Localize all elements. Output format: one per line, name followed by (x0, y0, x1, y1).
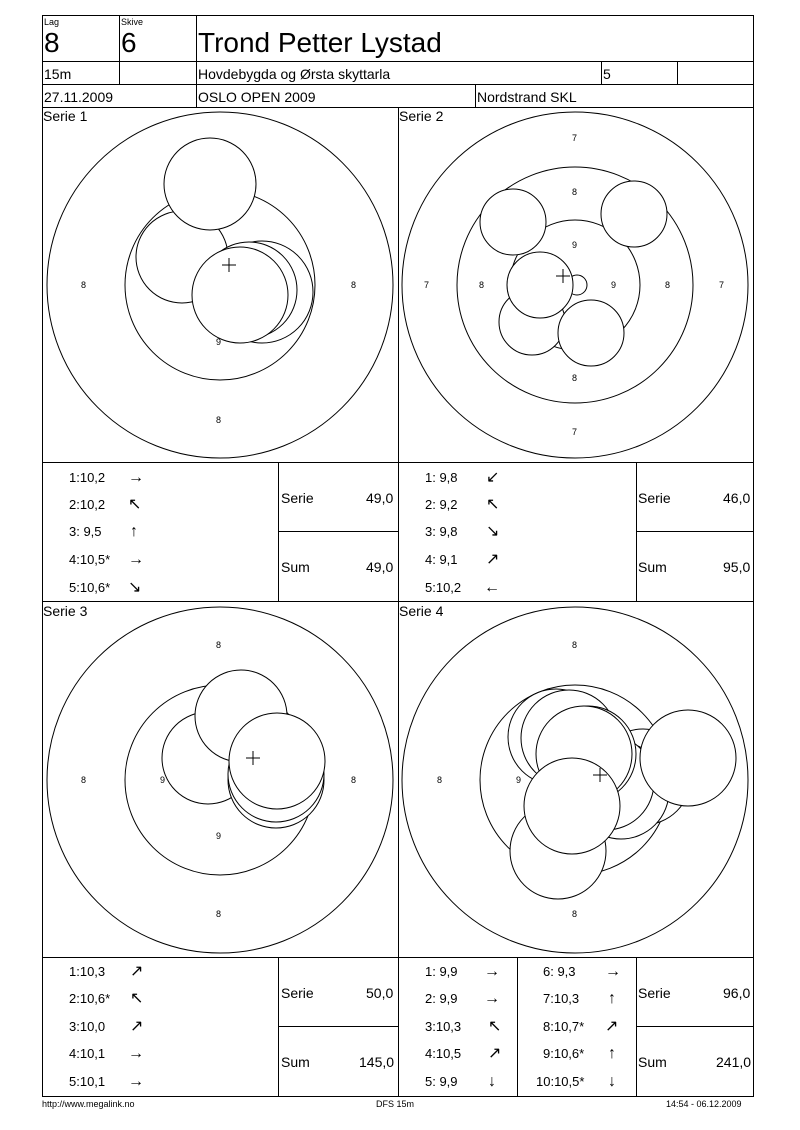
shot-score: 1:10,2 (69, 470, 106, 485)
shot-score: 4:10,5* (69, 552, 111, 567)
shot-score: 2: 9,9 (425, 991, 458, 1006)
ring-label: 8 (437, 775, 443, 785)
serie-total: 50,0 (366, 985, 394, 1001)
ring-label: 9 (216, 831, 222, 841)
sum-total: 241,0 (716, 1054, 752, 1070)
shot-score: 1:10,3 (69, 964, 106, 979)
ring-label: 9 (160, 775, 166, 785)
class-value: 5 (603, 66, 611, 82)
direction-arrow-icon: → (128, 469, 144, 486)
serie-total: 96,0 (723, 985, 751, 1001)
sum-label: Sum (281, 559, 310, 575)
shooter-name: Trond Petter Lystad (198, 27, 442, 58)
ring-label: 8 (572, 640, 578, 650)
target-serie-2 (402, 112, 748, 458)
shot-score: 1: 9,8 (425, 470, 458, 485)
shot-score: 10:10,5* (536, 1074, 585, 1089)
shot-score: 2:10,2 (69, 497, 106, 512)
footer-system: DFS 15m (376, 1099, 415, 1109)
serie-3-title: Serie 3 (43, 603, 88, 619)
direction-arrow-icon: ← (484, 579, 500, 596)
ring-label: 7 (719, 280, 725, 290)
sum-total: 49,0 (366, 559, 394, 575)
ring-label: 9 (216, 337, 222, 347)
shot-score: 8:10,7* (543, 1019, 585, 1034)
sum-label: Sum (638, 559, 667, 575)
lag-value: 8 (44, 27, 60, 58)
shot-score: 5:10,1 (69, 1074, 106, 1089)
direction-arrow-icon: ↖ (486, 496, 500, 513)
ring-label: 8 (351, 280, 357, 290)
direction-arrow-icon: ↘ (128, 579, 142, 596)
shot-score: 2: 9,2 (425, 497, 458, 512)
shot-score: 3: 9,5 (69, 524, 102, 539)
direction-arrow-icon: ↓ (488, 1073, 496, 1090)
shot-holes-serie-1 (136, 138, 313, 343)
ring-label: 8 (572, 373, 578, 383)
direction-arrow-icon: ↗ (130, 963, 144, 980)
ring-label: 7 (424, 280, 430, 290)
skive-value: 6 (121, 27, 137, 58)
sum-label: Sum (638, 1054, 667, 1070)
ring-label: 8 (81, 775, 87, 785)
direction-arrow-icon: → (484, 990, 500, 1007)
serie-label: Serie (638, 490, 671, 506)
direction-arrow-icon: ↑ (130, 523, 138, 540)
host-club: Nordstrand SKL (477, 89, 577, 105)
sum-total: 95,0 (723, 559, 751, 575)
shot-score: 4:10,1 (69, 1046, 106, 1061)
ring-label: 8 (572, 187, 578, 197)
direction-arrow-icon: → (605, 963, 621, 980)
serie-4-title: Serie 4 (399, 603, 444, 619)
shot-score: 7:10,3 (543, 991, 580, 1006)
skive-label: Skive (121, 17, 144, 27)
ring-label: 8 (351, 775, 357, 785)
club-name: Hovdebygda og Ørsta skyttarla (198, 66, 391, 82)
shot-score: 9:10,6* (543, 1046, 585, 1061)
shot-score: 3:10,3 (425, 1019, 462, 1034)
shot-score: 6: 9,3 (543, 964, 576, 979)
sum-total: 145,0 (359, 1054, 395, 1070)
ring-label: 9 (572, 240, 578, 250)
shot-score: 2:10,6* (69, 991, 111, 1006)
direction-arrow-icon: ↗ (605, 1018, 619, 1035)
serie-label: Serie (281, 985, 314, 1001)
ring-label: 7 (572, 133, 578, 143)
ring-label: 7 (572, 427, 578, 437)
serie-2-title: Serie 2 (399, 108, 444, 124)
distance: 15m (44, 66, 72, 82)
ring-label: 8 (81, 280, 87, 290)
shot-score: 1: 9,9 (425, 964, 458, 979)
direction-arrow-icon: → (128, 1045, 144, 1062)
direction-arrow-icon: → (128, 1073, 144, 1090)
shot-score: 5:10,6* (69, 580, 111, 595)
ring-label: 8 (216, 415, 222, 425)
direction-arrow-icon: ↑ (608, 990, 616, 1007)
direction-arrow-icon: ↑ (608, 1045, 616, 1062)
direction-arrow-icon: ↖ (128, 496, 142, 513)
ring-label: 8 (216, 640, 222, 650)
direction-arrow-icon: → (128, 551, 144, 568)
ring-label: 8 (479, 280, 485, 290)
serie-1-title: Serie 1 (43, 108, 88, 124)
ring-label: 9 (516, 775, 522, 785)
direction-arrow-icon: ↙ (486, 469, 500, 486)
direction-arrow-icon: ↖ (130, 990, 144, 1007)
shot-score: 4: 9,1 (425, 552, 458, 567)
ring-label: 8 (572, 909, 578, 919)
shot-score: 3: 9,8 (425, 524, 458, 539)
ring-label: 9 (611, 280, 617, 290)
lag-label: Lag (44, 17, 60, 27)
shot-score: 5:10,2 (425, 580, 462, 595)
event-date: 27.11.2009 (44, 89, 114, 105)
shot-score: 5: 9,9 (425, 1074, 458, 1089)
ring-label: 8 (665, 280, 671, 290)
shot-score: 3:10,0 (69, 1019, 106, 1034)
direction-arrow-icon: ↖ (488, 1018, 502, 1035)
event-name: OSLO OPEN 2009 (198, 89, 316, 105)
serie-total: 49,0 (366, 490, 394, 506)
sum-label: Sum (281, 1054, 310, 1070)
shot-holes-serie-3 (162, 670, 325, 828)
direction-arrow-icon: → (484, 963, 500, 980)
shot-holes-serie-4 (508, 689, 736, 899)
direction-arrow-icon: ↗ (488, 1045, 502, 1062)
shot-score: 4:10,5 (425, 1046, 462, 1061)
direction-arrow-icon: ↗ (130, 1018, 144, 1035)
serie-label: Serie (281, 490, 314, 506)
serie-total: 46,0 (723, 490, 751, 506)
serie-label: Serie (638, 985, 671, 1001)
footer-printed: 14:54 - 06.12.2009 (666, 1099, 742, 1109)
footer-url[interactable]: http://www.megalink.no (42, 1099, 135, 1109)
direction-arrow-icon: ↘ (486, 523, 500, 540)
direction-arrow-icon: ↓ (608, 1073, 616, 1090)
ring-label: 8 (216, 909, 222, 919)
direction-arrow-icon: ↗ (486, 551, 500, 568)
